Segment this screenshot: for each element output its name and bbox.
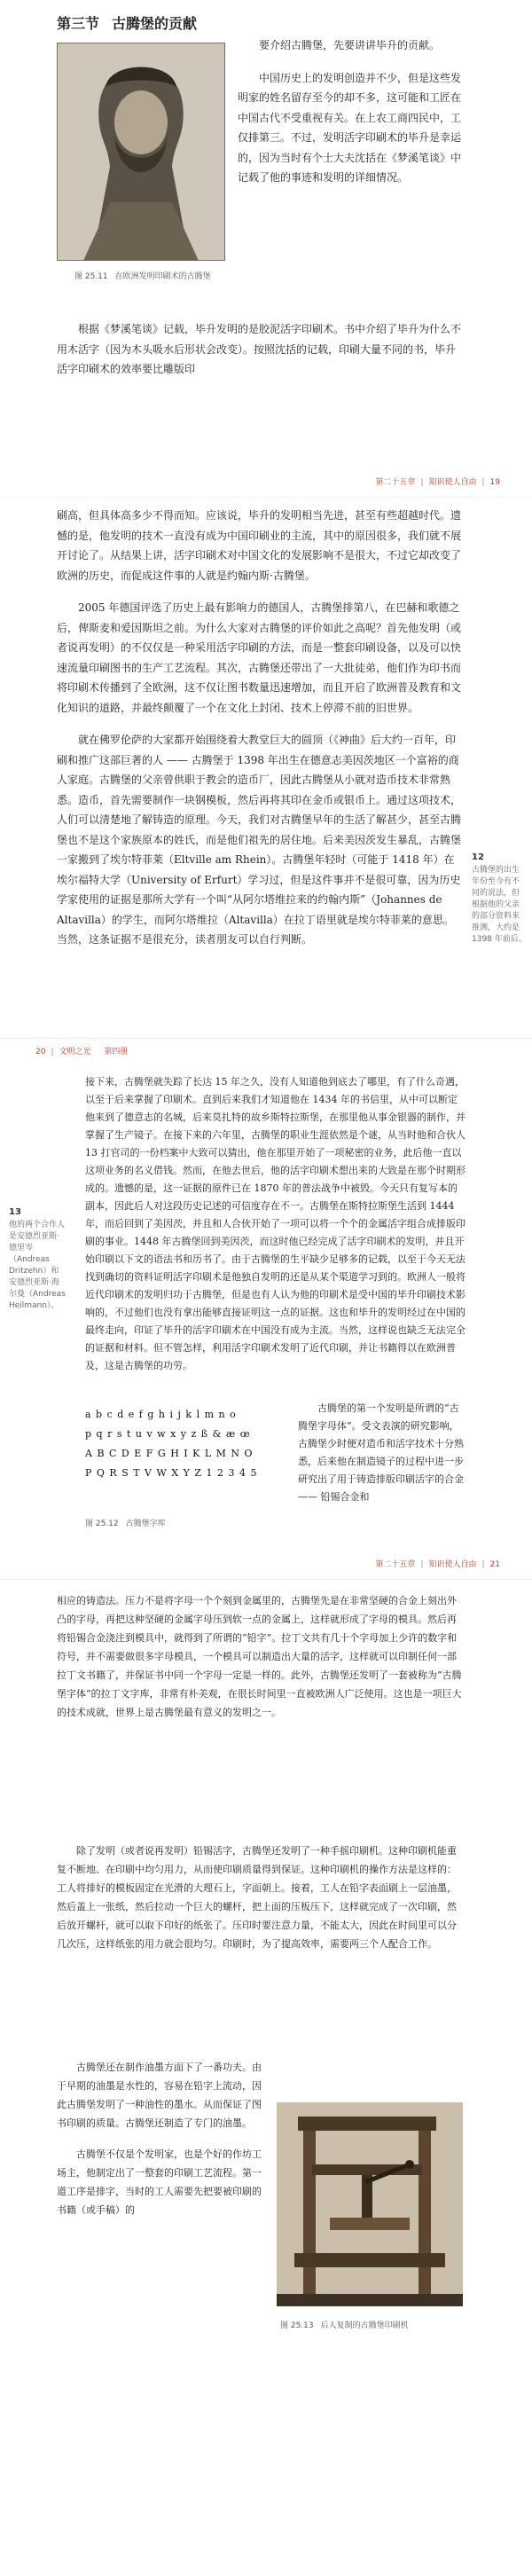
- body-text: [57, 506, 463, 962]
- body-text: [57, 319, 463, 392]
- paragraph: 除了发明（或者说再发明）铅锡活字，古腾堡还发明了一种手摇印刷机。这种印刷机能重复不断地、在印刷中均匀用力，从而使印刷质量得到保证。这种印刷机的操作方法是这样的：工人将排好的模板固定在光滑的大理石上，字面朝上。接着，工人在铅字表面刷上一层油墨，然后盖上一张纸，然后拉动一个巨大的螺杆，把上面的压板压下，这样就完成了一次印刷，然后放开螺杆，就可以取下印好的纸张了。压印时要注意力量，不能太大，因此在时间里可以分几次压，这样纸张的用力就会很均匀。印刷时，为了提高效率，需要两三个人配合工作。: [57, 1845, 457, 1950]
- gutenberg-typeface-sample: a b c d e f g h i j k l m n o p q r s t u v w x y z ß & æ œ A B C D E F G H I K L M N O P Q R S T V W X Y Z 1 2 3 4 5: [85, 1409, 258, 1479]
- paragraph: 要介绍古腾堡，先要讲讲毕升的贡献。: [259, 39, 441, 51]
- gutenberg-portrait: [57, 43, 225, 261]
- paragraph: 刷高，但具体高多少不得而知。应该说，毕升的发明相当先进，甚至有些超越时代。遗憾的是，他发明的技术一直没有成为中国印刷业的主流，其中的原因很多，我们就不展开讨论了。从结果上讲，活字印刷术对中国文化的发展影响不是很大，不过它却改变了欧洲的历史，而促成这件事的人就是约翰内斯·古腾堡。: [57, 509, 462, 582]
- margin-note: 13 他的两个合作人是安德烈亚斯·德里岑（Andreas Dritzehn）和安德烈亚斯·海尔曼（Andreas Heilmann）。: [9, 1207, 66, 1310]
- figure-caption: 图 25.11 在欧洲发明印刷术的古腾堡: [74, 272, 211, 281]
- page-footer: 第二十五章 | 知识使人自由 | 21: [375, 1560, 500, 1569]
- section-heading: 第三节 古腾堡的贡献: [57, 15, 198, 32]
- page-20-top: [0, 497, 532, 1038]
- body-text-left: [57, 2058, 262, 2232]
- page-21-bottom: [0, 1579, 532, 2576]
- paragraph: 古腾堡不仅是个发明家，也是个好的作坊工场主，他制定出了一整套的印刷工艺流程。第一道工序是排字，当时的工人需要先把要被印刷的书籍（或手稿）的: [57, 2148, 262, 2216]
- paragraph: 就在佛罗伦萨的大家都开始围绕着大教堂巨大的圆顶（《神曲》后大约一百年，印刷和推广这部巨著的人 —— 古腾堡于 1398 年出生在德意志美因茨地区一个富裕的商人家庭。古腾堡的父亲曾供职于教会的造币厂，因此古腾堡从小就对造币技术非常熟悉。造币，首先需要制作一块钢模板，然后再将其印在金币或银币上。通过这项技术，人们可以清楚地了解铸造的原理。今天，我们对古腾堡早年的生活了解甚少，甚至古腾堡也不是这个家族原本的姓氏，而是他们祖先的居住地。后来美因茨发生暴乱，古腾堡一家搬到了埃尔特菲莱（Eltville am Rhein）。古腾堡年轻时（可能于 1418 年）在埃尔福特大学（University of Erfurt）学习过，但是这件事并不是很可靠，因为历史学家使用的证据是那所大学有一个叫“从阿尔塔维拉来的约翰内斯”（Johannes de Altavilla）的学生，而阿尔塔维拉（Altavilla）在拉丁语里就是埃尔特菲莱的意思。当然，这条证据不是很充分，读者朋友可以自行判断。: [57, 734, 462, 946]
- printing-press-photo: [277, 2102, 463, 2306]
- figure-caption: 图 25.13 后人复制的古腾堡印刷机: [280, 2321, 409, 2330]
- page-19: [0, 0, 532, 497]
- page-footer: 第二十五章 | 知识使人自由 | 19: [375, 478, 500, 487]
- intro-text: [238, 35, 461, 200]
- page-20-21: [0, 1038, 532, 1579]
- page-header: 20 | 文明之光 第四册: [35, 1048, 129, 1056]
- paragraph: 接下来，古腾堡就失踪了长达 15 年之久，没有人知道他到底去了哪里，有了什么奇遇，以至于后来掌握了印刷术。直到后来我们才知道他在 1434 年的书信里，从中可以断定他来到了德意志的名城，后来莫扎特的故乡斯特拉斯堡，在那里他从事金银器的制作，并掌握了生产镜子。在接下来的六年里，古腾堡的职业生涯依然是个谜，从当时他和合伙人 13 打官司的一份档案中大致可以猜出，他在那里开始了一项秘密的业务，此后他一直以这项业务的名义借钱。然而，在他去世后，他的活字印刷术想出来的大致是在那个时期形成的。遗憾的是，这一证据的原件已在 1870 年的普法战争中被毁。今天只有复写本的副本，因此后人对这段历史记述的可信度存在不一。古腾堡在斯特拉斯堡生活到 1444 年，而后回到了美因茨，并且和人合伙开始了一项可以将一个个的金属活字组合成排版印刷的事业。1448 年古腾堡回到美因茨，而这时他已经完成了活字印刷术的发明，并且开始印刷以下文的语法书和历书了。由于古腾堡的生平缺少足够多的记载，以至于今天无法找到确切的资料证明活字印刷术是他独自发明的还是从某个渠道学习到的。欧洲人一般将近代印刷术的发明归功于古腾堡，但是也有人认为他的印刷术是受中国的毕升印刷技术影响的，不过他们也没有拿出能够直接证明这一点的证据。这也和毕升的发明经过在中国的最终走向，印证了毕升的活字印刷术在中国没有成为主流。当然，这样说也缺乏无法完全的证据和材料。但不管怎样，利用活字印刷术发明了近代印刷，并让书籍得以在欧洲普及，这是古腾堡的功劳。: [85, 1076, 466, 1371]
- paragraph: 古腾堡的第一个发明是所谓的“古腾堡字母体”。受文表演的研究影响，古腾堡少时便对造币和活字技术十分熟悉，后来他在制造镜子的过程中进一步研究出了用于铸造排版印刷活字的合金 —— 铅锡合金和: [298, 1402, 464, 1503]
- body-text: [85, 1073, 466, 1387]
- margin-note: 12 古腾堡的出生年份至今有不同的说法，但根据他的父亲的部分资料来推测，大约是 1398 年前后。: [472, 852, 527, 944]
- body-text: [57, 1842, 463, 1966]
- paragraph: 2005 年德国评选了历史上最有影响力的德国人，古腾堡排第八，在巴赫和歌德之后，俾斯麦和爱因斯坦之前。为什么大家对古腾堡的评价如此之高呢？首先他发明（或者说再发明）的不仅仅是一种采用活字印刷的方法，而是一整套印刷设备，以及可以快速流量印刷图书的生产工艺流程。其次，古腾堡还带出了一大批徒弟，他们作为印书而将印刷术传播到了全欧洲，这不仅让图书数量迅速增加，而且开启了欧洲普及教育和文化知识的道路，并最终颠覆了一个在文化上封闭、技术上停滞不前的旧世界。: [57, 601, 462, 714]
- paragraph: 相应的铸造法。压力不是将字母一个个刻到金属里的，古腾堡先是在非常坚硬的合金上刻出外凸的字母，再把这种坚硬的金属字母压到软一点的金属上，这样就形成了字母的模具。然后再将铅锡合金浇注到模具中，就得到了所谓的“铅字”。拉丁文共有几十个字母加上少许的数字和符号，并不需要做很多字母模具，一个模具可以制造出大量的活字，这样就可以印制任何一部拉丁文书籍了，并保证书中同一个字母一定是一样的。此外，古腾堡还发明了一套被称为“古腾堡字体”的拉丁文字库，非常有朴美观，在很长时间里一直被欧洲人广泛使用。这也是一项巨大的技术成就，世界上是古腾堡最有意义的发明之一。: [57, 1595, 462, 1718]
- paragraph: 根据《梦溪笔谈》记载，毕升发明的是胶泥活字印刷术。书中介绍了毕升为什么不用木活字（因为木头吸水后形状会改变）。按照沈括的记载，印刷大量不同的书，毕升活字印刷术的效率要比雕版印: [57, 323, 462, 375]
- body-text: [57, 1591, 463, 1734]
- paragraph: 古腾堡还在制作油墨方面下了一番功夫。由于早期的油墨是水性的，容易在铅字上流动，因此古腾堡发明了一种油性的墨水。从而保证了图书印刷的质量。古腾堡还制造了专门的油墨。: [57, 2062, 262, 2129]
- paragraph: 中国历史上的发明创造并不少，但是这些发明家的姓名留存至今的却不多，这可能和工匠在中国古代不受重视有关。在上农工商四民中，工仅排第三。不过，发明活字印刷术的毕升是幸运的，因为当时有个士大夫沈括在《梦溪笔谈》中记载了他的事迹和发明的详细情况。: [238, 71, 462, 184]
- side-text: [298, 1400, 466, 1519]
- figure-caption: 图 25.12 古腾堡字库: [85, 1520, 166, 1528]
